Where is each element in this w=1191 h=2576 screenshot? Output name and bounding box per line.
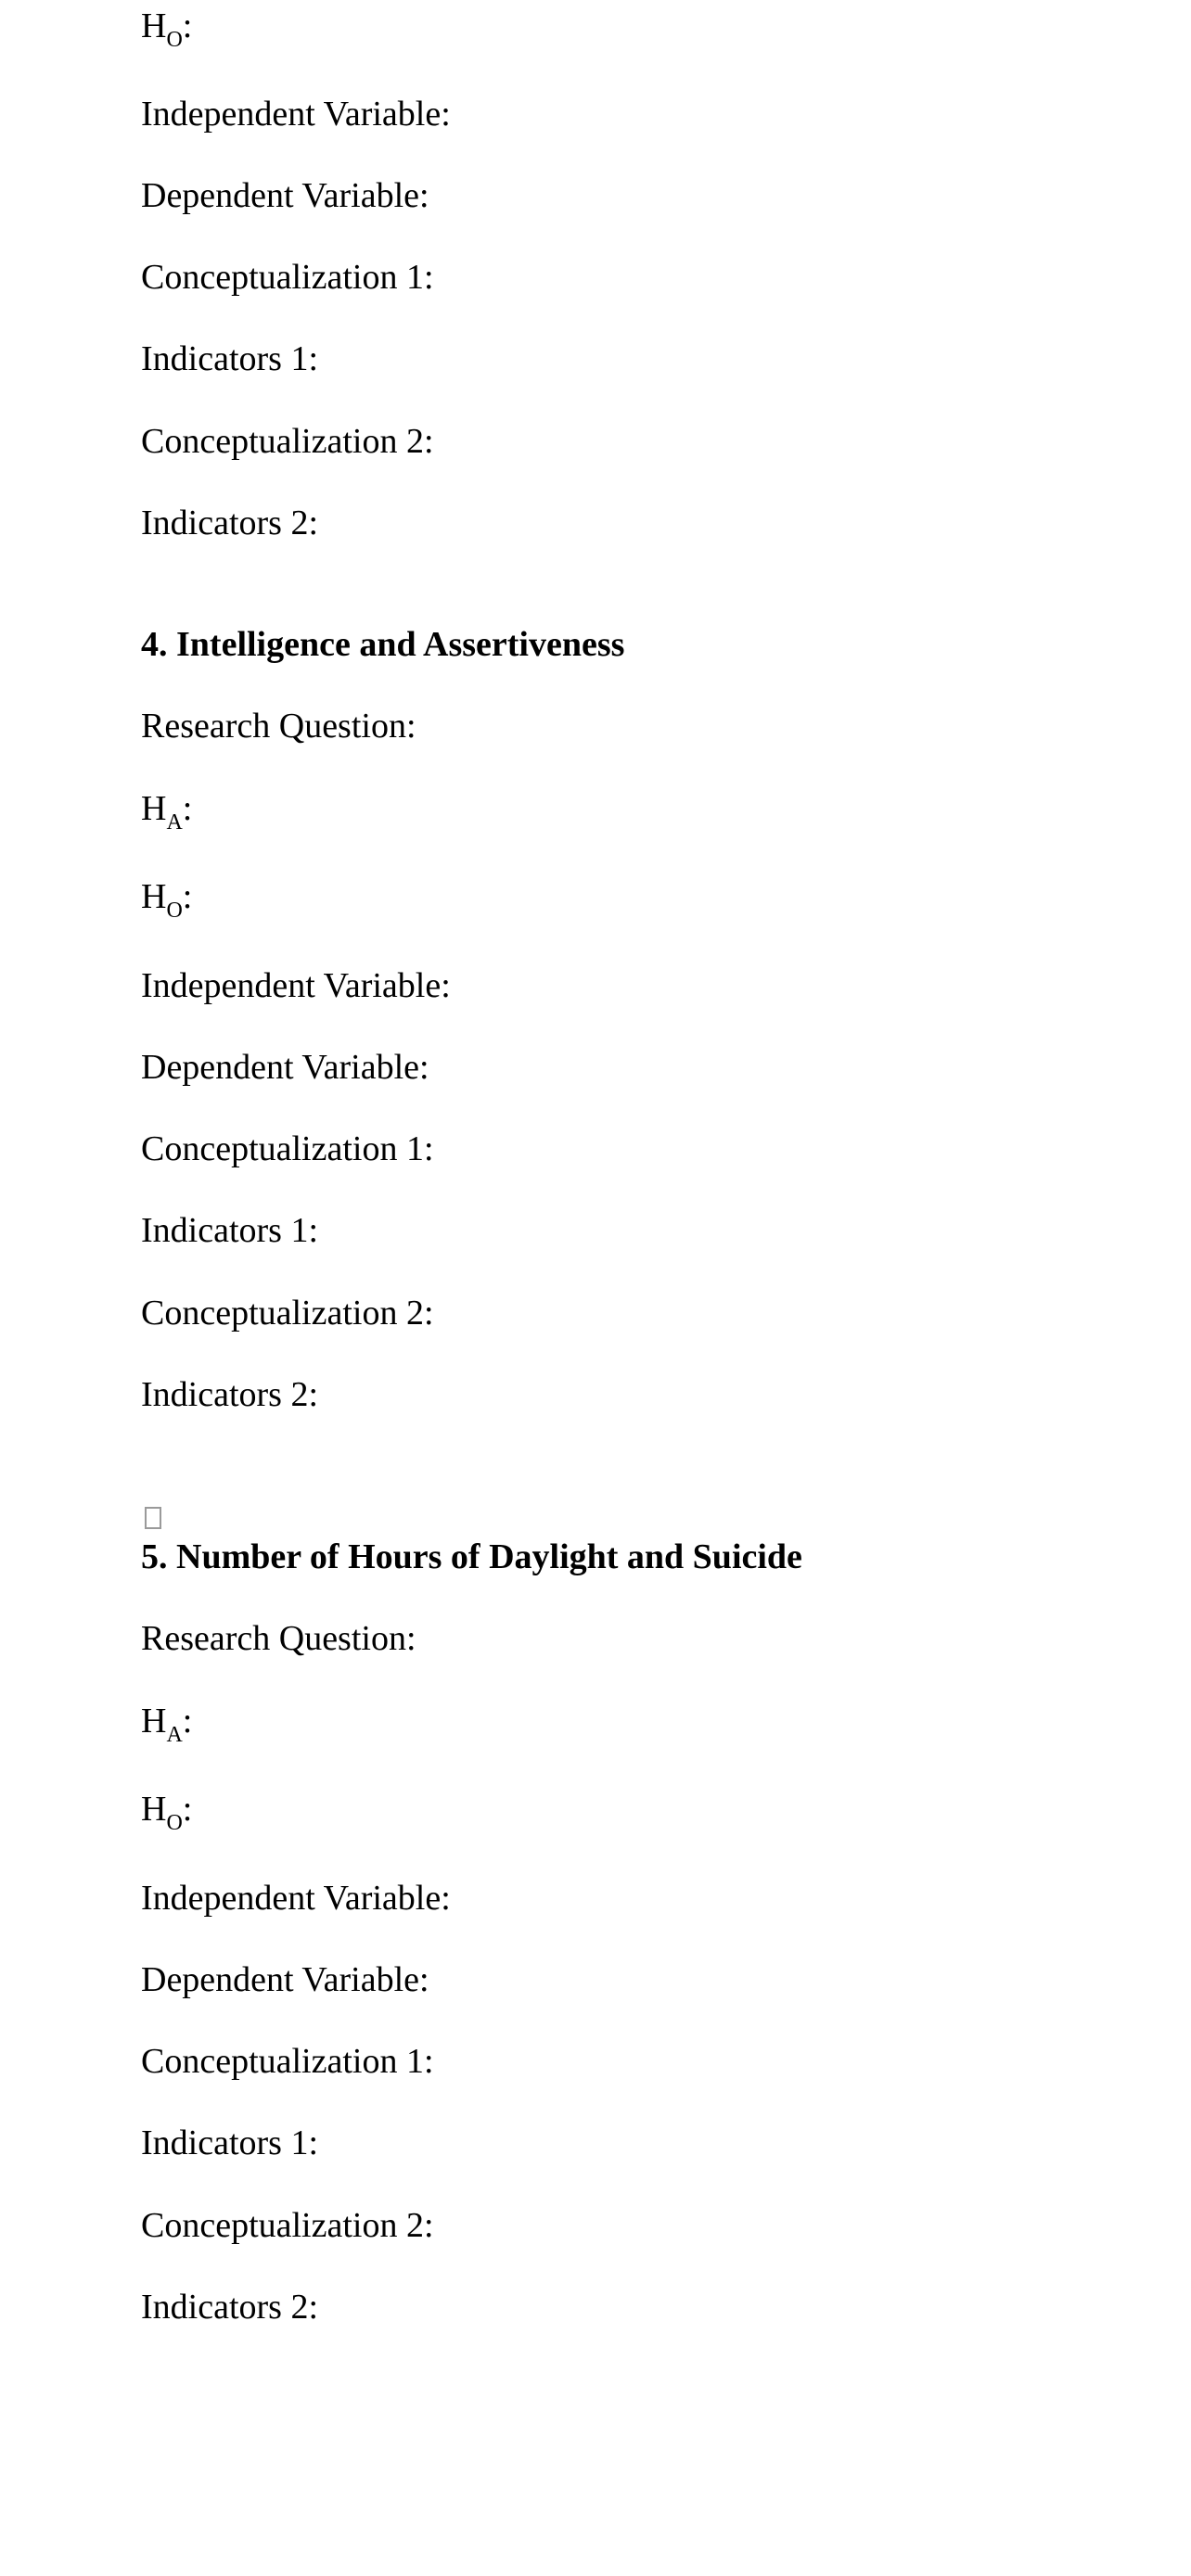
conceptualization-2-label: Conceptualization 2: <box>141 1294 434 1333</box>
section-4-heading: 4. Intelligence and Assertiveness <box>141 625 625 664</box>
independent-variable-label: Independent Variable: <box>141 1879 451 1918</box>
hypothesis-letter: H <box>141 6 167 45</box>
null-subscript: O <box>166 1811 183 1835</box>
hypothesis-letter: H <box>141 1790 167 1829</box>
alternative-hypothesis-label <box>141 1701 193 1747</box>
research-question-label: Research Question: <box>141 1619 416 1658</box>
null-hypothesis-label <box>141 876 193 923</box>
missing-glyph-box <box>145 1507 161 1529</box>
alternative-hypothesis-label <box>141 788 193 835</box>
alternative-subscript: A <box>166 810 183 835</box>
hypothesis-letter: H <box>141 877 167 916</box>
colon: : <box>182 789 193 828</box>
null-hypothesis-label <box>141 1789 193 1835</box>
null-subscript: O <box>166 899 183 923</box>
hypothesis-letter: H <box>141 1702 167 1741</box>
null-hypothesis-label <box>141 6 193 52</box>
independent-variable-label: Independent Variable: <box>141 966 451 1005</box>
conceptualization-1-label: Conceptualization 1: <box>141 1129 434 1168</box>
null-subscript: O <box>166 28 183 52</box>
indicators-1-label: Indicators 1: <box>141 339 319 378</box>
colon: : <box>182 1790 193 1829</box>
dependent-variable-label: Dependent Variable: <box>141 1048 429 1087</box>
colon: : <box>182 1702 193 1741</box>
indicators-2-label: Indicators 2: <box>141 1375 319 1414</box>
colon: : <box>182 877 193 916</box>
indicators-2-label: Indicators 2: <box>141 2288 319 2327</box>
research-question-label: Research Question: <box>141 707 416 746</box>
dependent-variable-label: Dependent Variable: <box>141 176 429 215</box>
alternative-subscript: A <box>166 1723 183 1747</box>
indicators-1-label: Indicators 1: <box>141 2123 319 2162</box>
conceptualization-2-label: Conceptualization 2: <box>141 2206 434 2245</box>
independent-variable-label: Independent Variable: <box>141 95 451 134</box>
conceptualization-2-label: Conceptualization 2: <box>141 422 434 461</box>
conceptualization-1-label: Conceptualization 1: <box>141 2042 434 2081</box>
colon: : <box>182 6 193 45</box>
indicators-2-label: Indicators 2: <box>141 504 319 542</box>
indicators-1-label: Indicators 1: <box>141 1211 319 1250</box>
dependent-variable-label: Dependent Variable: <box>141 1960 429 1999</box>
conceptualization-1-label: Conceptualization 1: <box>141 258 434 297</box>
section-5-heading: 5. Number of Hours of Daylight and Suicide <box>141 1537 802 1576</box>
hypothesis-letter: H <box>141 789 167 828</box>
